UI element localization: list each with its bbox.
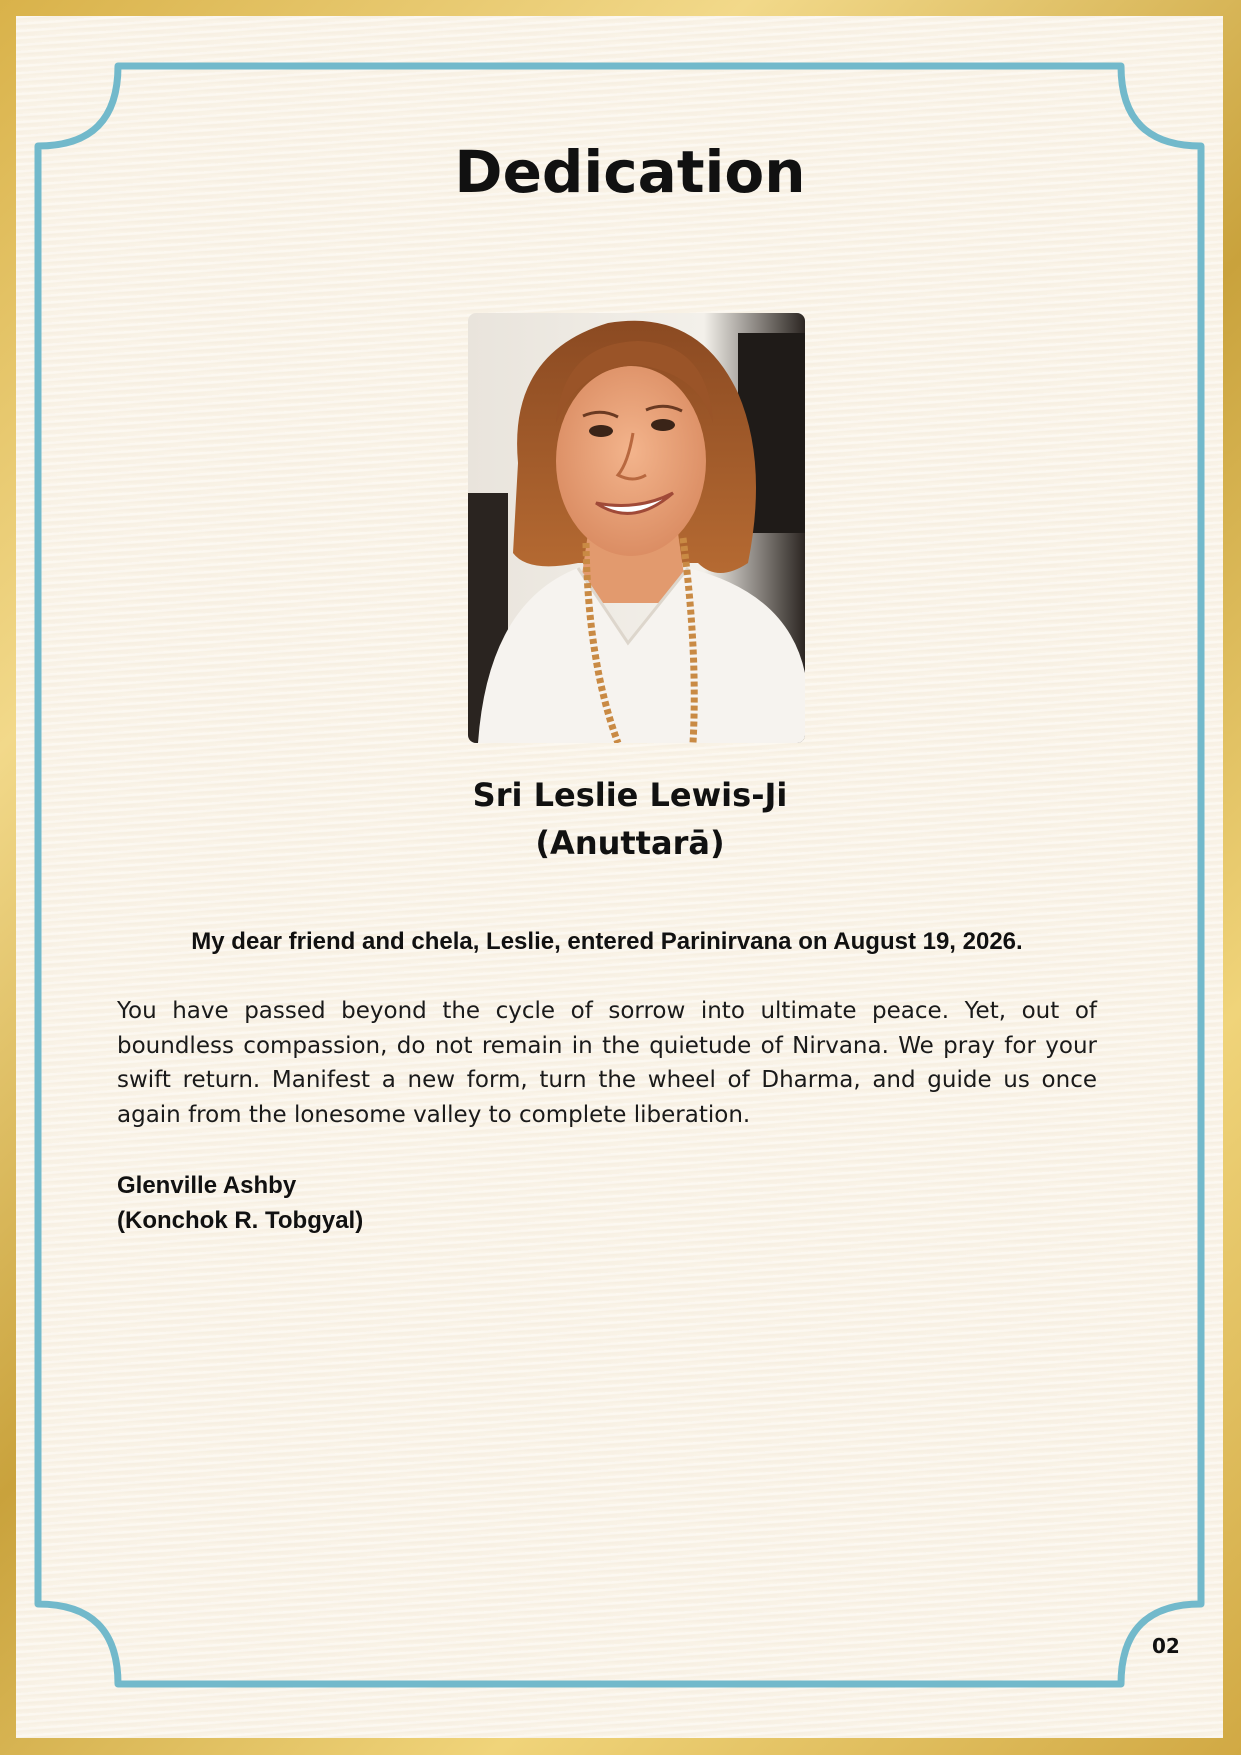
page-number: 02: [1152, 1634, 1180, 1658]
page-title: Dedication: [454, 138, 806, 206]
honoree-name-block: [16, 771, 1241, 867]
signature-dharma-name: (Konchok R. Tobgyal): [117, 1207, 364, 1234]
portrait-image: [468, 313, 805, 743]
lead-sentence: My dear friend and chela, Leslie, entered Parinirvana on August 19, 2026.: [191, 928, 1023, 955]
decorative-frame: [16, 16, 1223, 1738]
dedication-body: You have passed beyond the cycle of sorrow into ultimate peace. Yet, out of boundless compassion, do not remain in the quietude of Nirvana. We pray for your swift return. Manifest a new form, turn the wheel of Dharma, and guide us once again from the lonesome valley to complete liberation.: [117, 998, 1097, 1128]
paper-sheet: [16, 16, 1223, 1738]
portrait-photo: [468, 313, 805, 743]
signature-block: [117, 1168, 717, 1238]
honoree-name: Sri Leslie Lewis-Ji: [472, 776, 788, 814]
signature-name: Glenville Ashby: [117, 1172, 297, 1199]
honoree-dharma-name: (Anuttarā): [535, 824, 725, 862]
